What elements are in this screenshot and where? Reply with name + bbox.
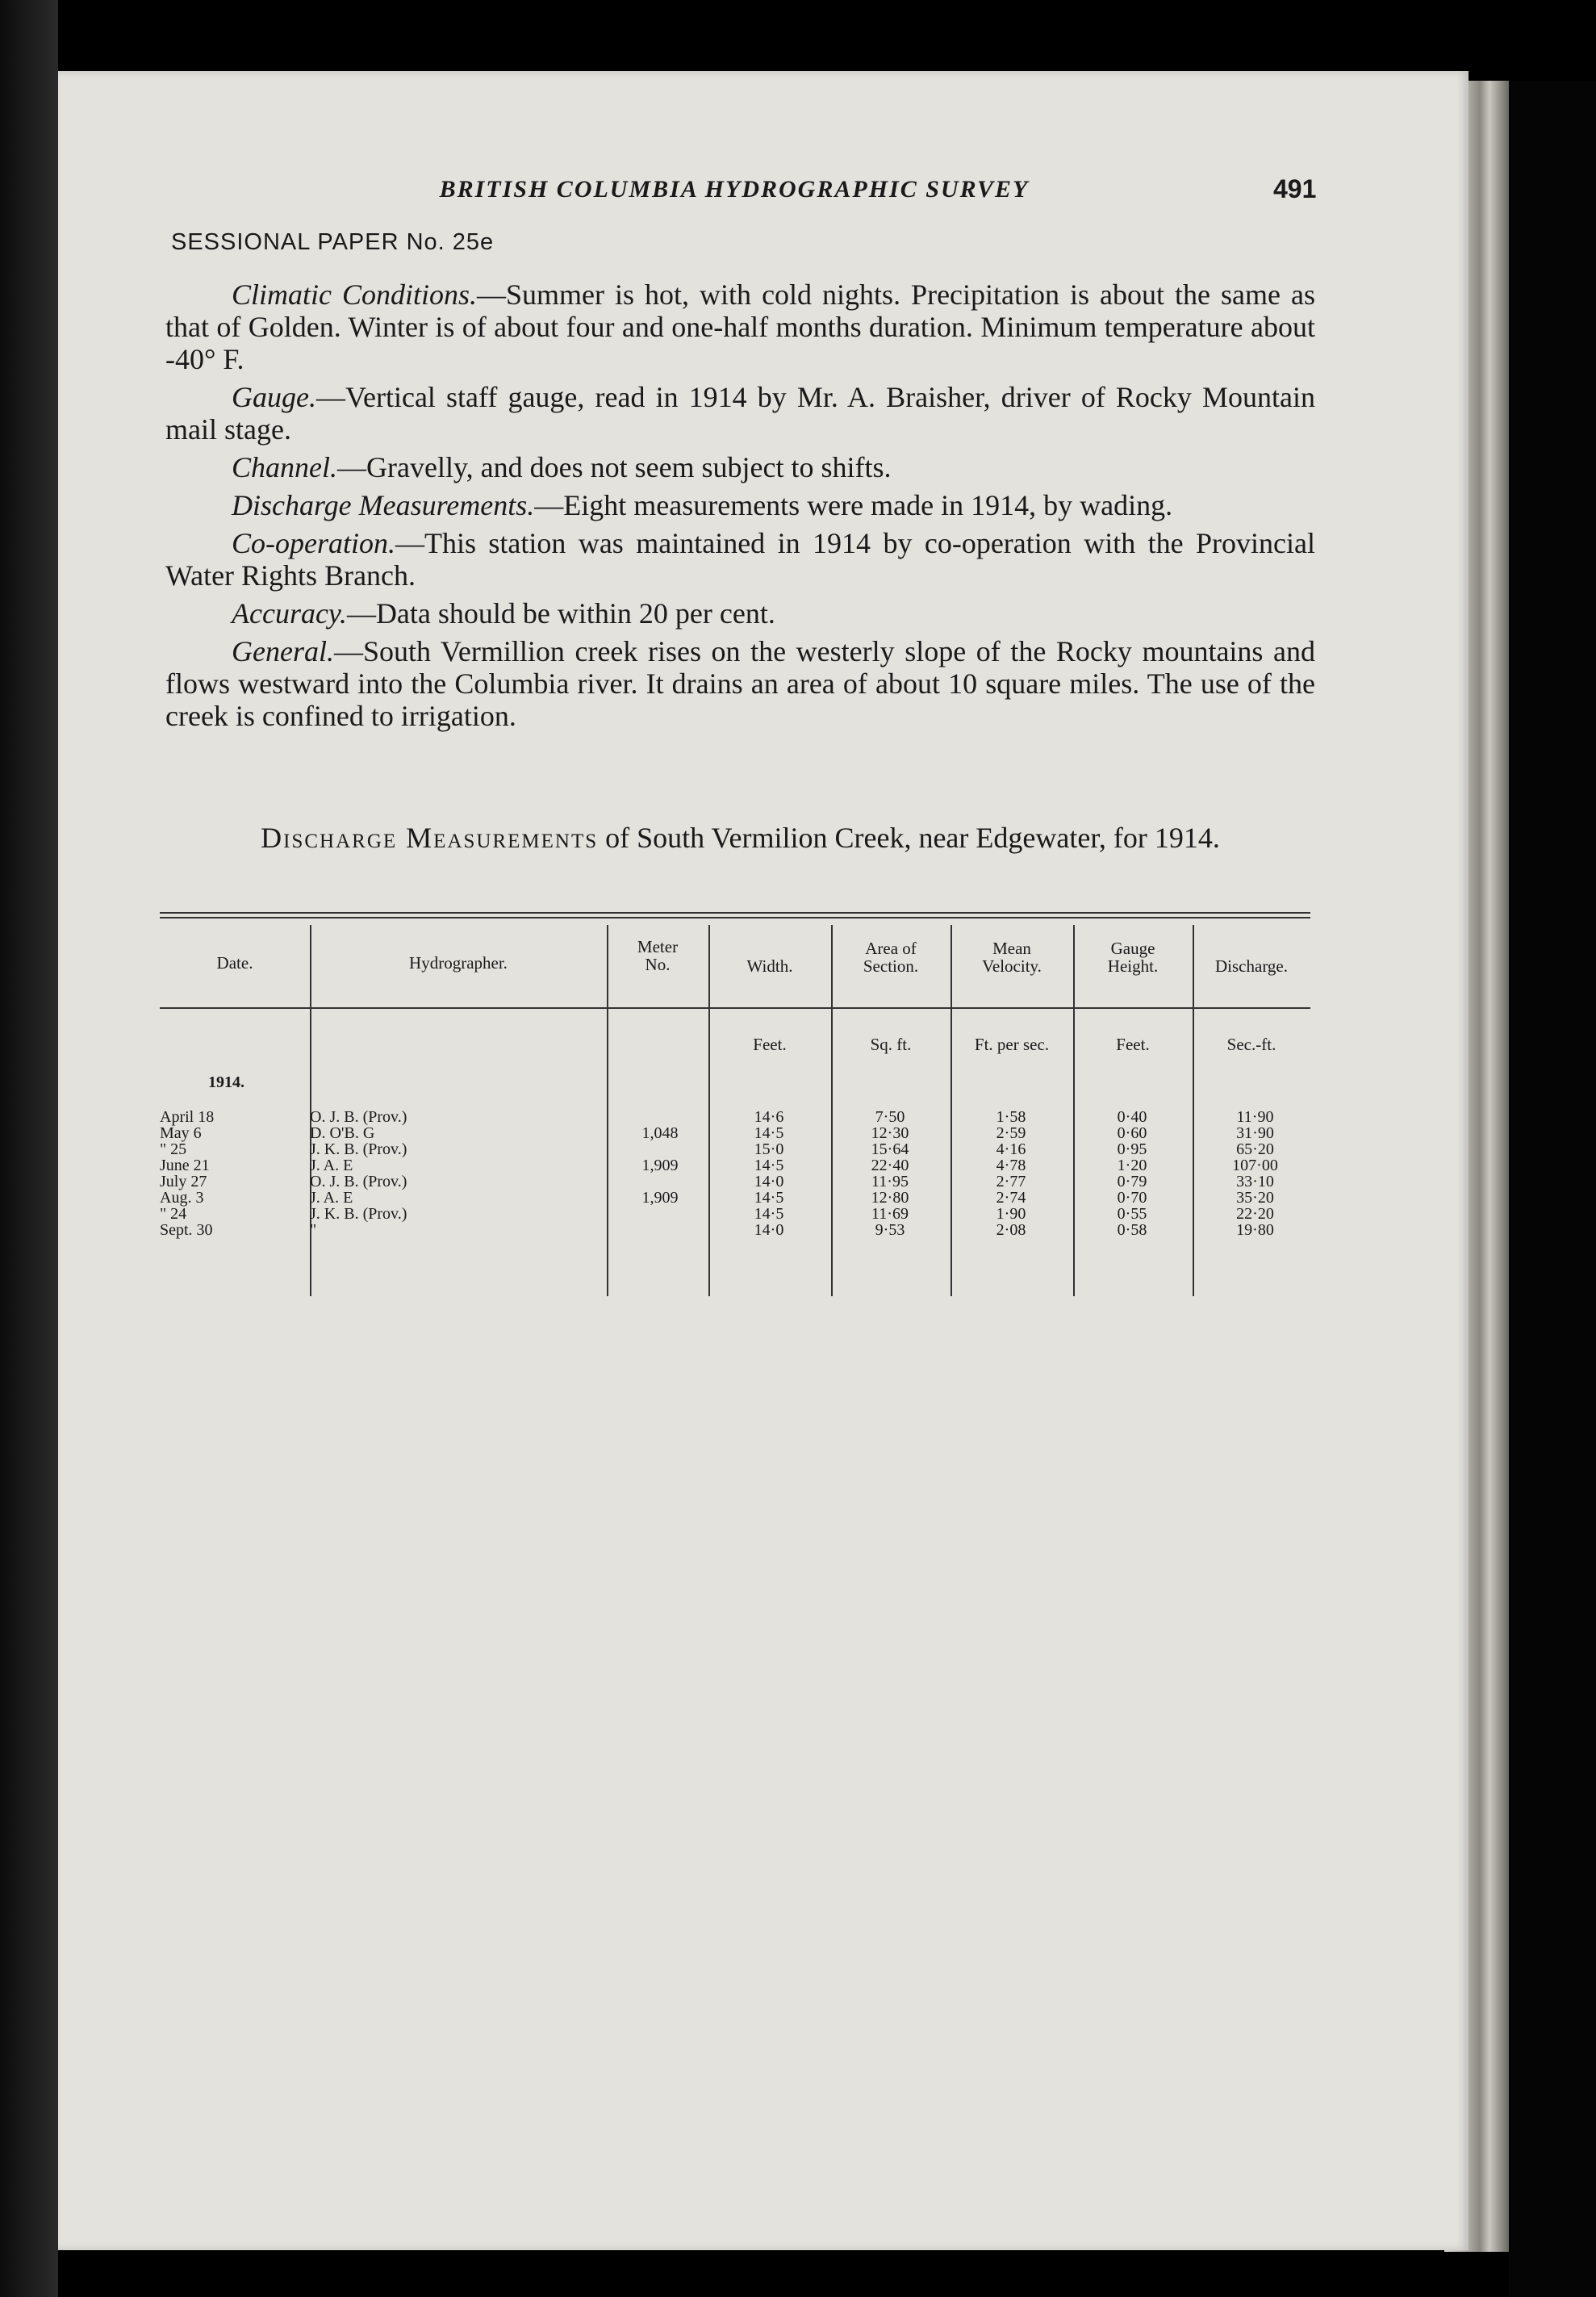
- cell-velocity: 1·58: [996, 1108, 1026, 1126]
- year-label: 1914.: [208, 1073, 244, 1091]
- cell-velocity: 1·90: [996, 1205, 1026, 1223]
- cell-meter: 1,909: [641, 1189, 679, 1207]
- cell-gauge: 0·55: [1117, 1205, 1147, 1223]
- table-top-rule: [160, 912, 1310, 914]
- cell-meter: 1,909: [641, 1157, 679, 1174]
- cell-width: 15·0: [754, 1140, 784, 1158]
- unit-width: Feet.: [753, 1035, 787, 1054]
- cell-hydrographer: J. A. E: [310, 1189, 353, 1207]
- cell-width: 14·5: [754, 1157, 784, 1174]
- unit-velocity: Ft. per sec.: [974, 1035, 1050, 1054]
- cell-gauge: 0·95: [1117, 1140, 1147, 1158]
- table-row: [160, 1110, 1310, 1125]
- running-title: BRITISH COLUMBIA HYDROGRAPHIC SURVEY: [439, 176, 1030, 203]
- cell-date: Sept. 30: [160, 1221, 213, 1239]
- cell-date: " 25: [160, 1140, 187, 1158]
- cell-width: 14·5: [754, 1189, 784, 1207]
- cell-gauge: 0·79: [1117, 1173, 1147, 1190]
- cell-gauge: 1·20: [1117, 1157, 1147, 1174]
- paragraph-co-operation: Co-operation.—This station was maintained in 1914 by co-operation with the Provincial Water Rights Branch.: [165, 527, 1315, 592]
- cell-discharge: 19·80: [1236, 1221, 1274, 1239]
- cell-gauge: 0·70: [1117, 1189, 1147, 1207]
- cell-hydrographer: J. K. B. (Prov.): [310, 1205, 407, 1223]
- cell-area: 12·80: [871, 1189, 909, 1207]
- paragraph-gauge: Gauge.—Vertical staff gauge, read in 1914 by Mr. A. Braisher, driver of Rocky Mountain mail stage.: [165, 381, 1315, 446]
- table-row: [160, 1174, 1310, 1190]
- header-gauge-height: Gauge Height.: [1107, 939, 1159, 976]
- cell-velocity: 4·78: [996, 1157, 1026, 1174]
- cell-area: 22·40: [871, 1157, 909, 1174]
- unit-discharge: Sec.-ft.: [1226, 1035, 1276, 1054]
- cell-discharge: 35·20: [1236, 1189, 1274, 1207]
- cell-date: Aug. 3: [160, 1189, 204, 1207]
- cell-date: May 6: [160, 1124, 202, 1142]
- table-row: [160, 1142, 1310, 1157]
- table-row: [160, 1207, 1310, 1222]
- cell-gauge: 0·60: [1117, 1124, 1147, 1142]
- cell-date: " 24: [160, 1205, 187, 1223]
- table-row: [160, 1223, 1310, 1238]
- cell-hydrographer: J. K. B. (Prov.): [310, 1140, 407, 1158]
- cell-hydrographer: O. J. B. (Prov.): [310, 1173, 407, 1190]
- paragraph-discharge-measurements: Discharge Measurements.—Eight measurements were made in 1914, by wading.: [232, 489, 1173, 521]
- cell-width: 14·6: [754, 1108, 784, 1126]
- table-top-rule-inner: [160, 917, 1310, 918]
- table-caption: Discharge Measurements of South Vermilion Creek, near Edgewater, for 1914.: [261, 822, 1220, 854]
- cell-discharge: 11·90: [1236, 1108, 1274, 1126]
- paragraph-climatic-conditions: Climatic Conditions.—Summer is hot, with cold nights. Precipitation is about the same as that of Golden. Winter is of about four and one-half months duration. Minimum temperature about -40° F.: [165, 278, 1315, 375]
- paragraph-general: General.—South Vermillion creek rises on the westerly slope of the Rocky mountains and flows westward into the Columbia river. It drains an area of about 10 square miles. The use of the creek is confined to irrigation.: [165, 635, 1315, 732]
- cell-hydrographer: J. A. E: [310, 1157, 353, 1174]
- cell-velocity: 2·08: [996, 1221, 1026, 1239]
- cell-date: April 18: [160, 1108, 215, 1126]
- cell-area: 11·69: [871, 1205, 909, 1223]
- cell-area: 9·53: [875, 1221, 905, 1239]
- unit-gauge: Feet.: [1116, 1035, 1150, 1054]
- cell-width: 14·5: [754, 1205, 784, 1223]
- cell-velocity: 2·74: [996, 1189, 1026, 1207]
- cell-discharge: 65·20: [1236, 1140, 1274, 1158]
- cell-width: 14·0: [754, 1221, 784, 1239]
- header-discharge: Discharge.: [1215, 956, 1288, 976]
- cell-velocity: 2·77: [996, 1173, 1026, 1190]
- paragraph-accuracy: Accuracy.—Data should be within 20 per cent.: [232, 597, 775, 630]
- cell-discharge: 33·10: [1236, 1173, 1274, 1190]
- cell-meter: 1,048: [641, 1124, 679, 1142]
- table-row: [160, 1158, 1310, 1174]
- cell-date: July 27: [160, 1173, 207, 1190]
- cell-width: 14·5: [754, 1124, 784, 1142]
- sessional-paper-label: SESSIONAL PAPER No. 25e: [171, 229, 495, 255]
- cell-discharge: 107·00: [1232, 1157, 1278, 1174]
- cell-width: 14·0: [754, 1173, 784, 1190]
- table-row: [160, 1126, 1310, 1141]
- cell-gauge: 0·40: [1117, 1108, 1147, 1126]
- header-mean-velocity: Mean Velocity.: [982, 939, 1042, 976]
- paragraph-channel: Channel.—Gravelly, and does not seem subject to shifts.: [232, 451, 892, 483]
- header-rule: [160, 1007, 1310, 1009]
- cell-area: 7·50: [875, 1108, 905, 1126]
- cell-discharge: 22·20: [1236, 1205, 1274, 1223]
- cell-area: 15·64: [871, 1140, 909, 1158]
- cell-area: 12·30: [871, 1124, 909, 1142]
- cell-hydrographer: D. O'B. G: [310, 1124, 375, 1142]
- header-width: Width.: [746, 956, 793, 976]
- header-area-of-section: Area of Section.: [863, 939, 919, 976]
- cell-hydrographer: ": [310, 1221, 317, 1239]
- cell-area: 11·95: [871, 1173, 909, 1190]
- cell-velocity: 4·16: [996, 1140, 1026, 1158]
- station-description: [165, 278, 1315, 738]
- scanner-frame-right: [1509, 81, 1596, 2297]
- cell-date: June 21: [160, 1157, 210, 1174]
- unit-area: Sq. ft.: [870, 1035, 912, 1054]
- cell-discharge: 31·90: [1236, 1124, 1274, 1142]
- page-number: 491: [1273, 174, 1317, 203]
- cell-gauge: 0·58: [1117, 1221, 1147, 1239]
- table-row: [160, 1190, 1310, 1206]
- cell-velocity: 2·59: [996, 1124, 1026, 1142]
- scanner-frame-left: [0, 0, 58, 2297]
- header-meter-no: Meter No.: [637, 937, 679, 974]
- header-hydrographer: Hydrographer.: [409, 953, 508, 973]
- header-date: Date.: [216, 953, 253, 973]
- cell-hydrographer: O. J. B. (Prov.): [310, 1108, 407, 1126]
